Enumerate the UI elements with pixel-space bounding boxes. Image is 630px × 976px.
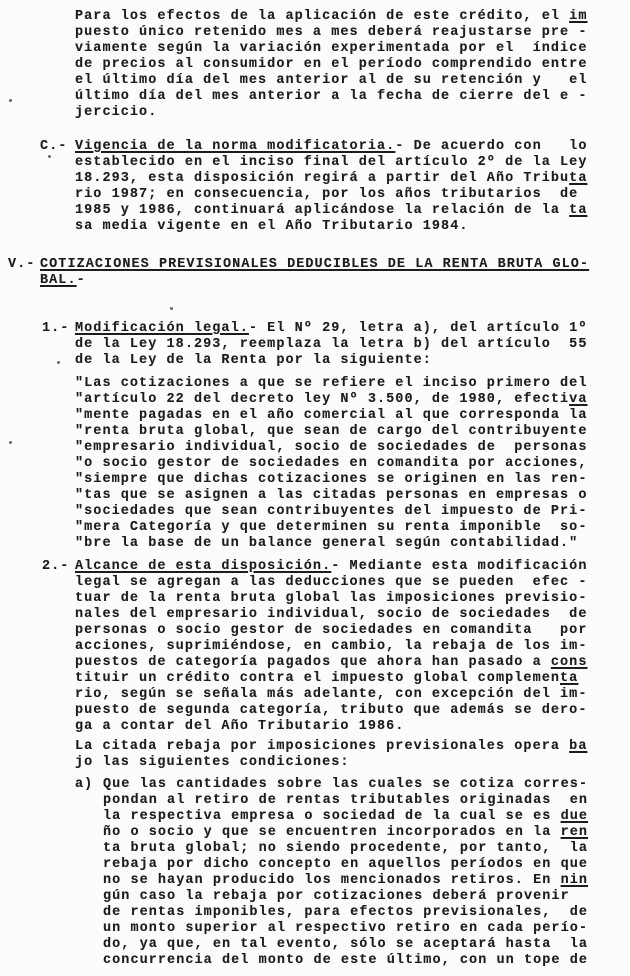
text-segment: "empresario individual, socio de sociedades de personas [75, 440, 588, 455]
scan-artifact-dot [9, 99, 12, 102]
text-segment: do, ya que, en tal evento, sólo se aceptará hasta la [103, 937, 589, 952]
text-line [75, 536, 630, 552]
text-segment: - De acuerdo con lo [395, 139, 588, 154]
text-segment: nales del empresario individual, socio de sociedades de [75, 607, 588, 622]
text-line [75, 408, 630, 424]
text-line [103, 873, 630, 889]
section-c-vigencia-label: C.- [40, 139, 68, 154]
opening-paragraph [75, 9, 630, 121]
text-line [75, 139, 630, 155]
word-continuation-underline: ta [569, 171, 588, 186]
word-continuation-underline: BAL. [40, 273, 77, 288]
text-segment: jercicio. [75, 105, 158, 120]
text-segment: "artículo 22 del decreto ley Nº 3.500, de 1980, efecti [75, 392, 570, 407]
text-segment: la respectiva empresa o sociedad de la cual se es [103, 809, 561, 824]
text-line [75, 655, 630, 671]
text-line [103, 841, 630, 857]
text-line [75, 424, 630, 440]
text-segment: no se hayan producido los mencionados retiros. En [103, 873, 561, 888]
scan-artifact-dot [170, 307, 173, 310]
text-line [75, 89, 630, 105]
text-line [103, 953, 630, 969]
text-segment: último día del mes anterior a la fecha de cierre del e - [75, 89, 588, 104]
word-continuation-underline: ta [569, 203, 588, 218]
text-segment: puesto único retenido mes a mes deberá reajustarse pre - [75, 25, 588, 40]
word-continuation-underline: Modificación legal. [75, 321, 249, 336]
text-segment: - Mediante esta modificación [331, 559, 588, 574]
text-segment: establecido en el inciso final del artículo 2º de la Ley [75, 155, 588, 170]
text-line [103, 825, 630, 841]
text-segment: "o socio gestor de sociedades en comandita por acciones, [75, 456, 588, 471]
text-segment: Para los efectos de la aplicación de este crédito, el [75, 9, 570, 24]
item-1-modificacion-legal [42, 321, 630, 369]
scan-artifact-dot [9, 441, 12, 444]
text-line [75, 623, 630, 639]
text-segment: rio 1987; en consecuencia, por los años tributarios de [75, 187, 579, 202]
text-segment: - El Nº 29, letra a), del artículo 1º [248, 321, 588, 336]
text-line [75, 591, 630, 607]
text-line [75, 155, 630, 171]
text-line [75, 392, 630, 408]
text-line [103, 857, 630, 873]
text-line [75, 703, 630, 719]
section-v-heading [8, 257, 630, 289]
word-continuation-underline: COTIZACIONES PREVISIONALES DEDUCIBLES DE LA RENTA BRUTA GLO- [40, 257, 590, 272]
text-segment: "siempre que dichas cotizaciones se originen en las ren- [75, 472, 588, 487]
text-line [75, 203, 630, 219]
text-segment: personas o socio gestor de sociedades en comandita por [75, 623, 588, 638]
text-segment: de la Ley 18.293, reemplaza la letra b) del artículo 55 [75, 337, 588, 352]
text-line [75, 687, 630, 703]
item-2-alcance [42, 559, 630, 735]
text-segment: "mera Categoría y que determinen su renta imponible so- [75, 520, 588, 535]
section-c-vigencia [40, 139, 630, 235]
text-line [75, 456, 630, 472]
section-v-heading-label: V.- [8, 257, 36, 272]
text-line [103, 777, 630, 793]
text-line [103, 889, 630, 905]
word-continuation-underline: va [569, 392, 588, 407]
word-continuation-underline: ren [560, 825, 589, 840]
word-continuation-underline: nin [560, 873, 589, 888]
text-line [75, 559, 630, 575]
text-segment: puestos de categoría pagados que ahora han pasado a [75, 655, 551, 670]
text-segment: puesto de segunda categoría, tributo que además se dero- [75, 703, 588, 718]
scan-artifact-dot [48, 155, 51, 158]
text-line [75, 607, 630, 623]
text-segment: de rentas imponibles, para efectos previsionales, de [103, 905, 589, 920]
text-segment: un monto superior al respectivo retiro en cada perío- [103, 921, 589, 936]
quoted-provision [75, 376, 630, 552]
text-line [75, 639, 630, 655]
text-segment: "mente pagadas en el año comercial al que corresponda la [75, 408, 588, 423]
text-segment: "sociedades que sean contribuyentes del impuesto de Pri- [75, 504, 588, 519]
word-continuation-underline: due [560, 809, 589, 824]
text-line [40, 273, 630, 289]
text-line [75, 187, 630, 203]
text-segment: - [76, 273, 86, 288]
text-segment: de precios al consumidor en el período comprendido entre [75, 57, 588, 72]
text-segment: "tas que se asignen a las citadas personas en empresas o [75, 488, 588, 503]
text-segment: Que las cantidades sobre las cuales se cotiza corres- [103, 777, 589, 792]
text-line [103, 793, 630, 809]
text-line [75, 219, 630, 235]
text-line [75, 353, 630, 369]
text-line [103, 921, 630, 937]
word-continuation-underline: ta [560, 671, 579, 686]
text-segment: gún caso la rebaja por cotizaciones deberá provenir [103, 889, 570, 904]
text-segment: rebaja por dicho concepto en aquellos períodos en que [103, 857, 589, 872]
text-segment: "Las cotizaciones a que se refiere el inciso primero del [75, 376, 588, 391]
text-line [103, 937, 630, 953]
text-line [75, 337, 630, 353]
condition-a-label: a) [75, 777, 94, 792]
text-line [103, 905, 630, 921]
text-segment: 1985 y 1986, continuará aplicándose la relación de la [75, 203, 570, 218]
text-line [75, 755, 630, 771]
text-segment: La citada rebaja por imposiciones previsionales opera [75, 739, 570, 754]
item-1-modificacion-legal-label: 1.- [42, 321, 70, 336]
text-segment: pondan al retiro de rentas tributables originadas en [103, 793, 589, 808]
text-segment: rio, según se señala más adelante, con excepción del im- [75, 687, 588, 702]
text-segment: ño o socio y que se encuentren incorporados en la [103, 825, 561, 840]
text-segment: "bre la base de un balance general según contabilidad." [75, 536, 579, 551]
text-line [75, 472, 630, 488]
rebaja-conditions-intro [75, 739, 630, 771]
condition-a [75, 777, 630, 969]
text-line [75, 25, 630, 41]
text-segment: sa media vigente en el Año Tributario 1984. [75, 219, 469, 234]
word-continuation-underline: cons [550, 655, 588, 670]
word-continuation-underline: Alcance de esta disposición. [75, 559, 332, 574]
text-segment: viamente según la variación experimentada por el índice [75, 41, 588, 56]
text-segment: acciones, suprimiéndose, en cambio, la rebaja de los im- [75, 639, 588, 654]
text-line [103, 809, 630, 825]
text-line [75, 671, 630, 687]
word-continuation-underline: ba [569, 739, 588, 754]
text-segment: jo las siguientes condiciones: [75, 755, 350, 770]
word-continuation-underline: Vigencia de la norma modificatoria. [75, 139, 396, 154]
text-line [75, 321, 630, 337]
text-line [75, 41, 630, 57]
item-2-alcance-label: 2.- [42, 559, 70, 574]
text-line [75, 9, 630, 25]
text-line [75, 719, 630, 735]
text-line [75, 73, 630, 89]
text-line [75, 171, 630, 187]
text-line [40, 257, 630, 273]
text-segment: legal se agregan a las deducciones que se pueden efec - [75, 575, 588, 590]
text-segment: tuar de la renta bruta global las imposiciones previsio- [75, 591, 588, 606]
text-segment: concurrencia del monto de este último, con un tope de [103, 953, 589, 968]
text-line [75, 57, 630, 73]
text-line [75, 105, 630, 121]
text-line [75, 575, 630, 591]
text-segment: ta bruta global; no siendo procedente, por tanto, la [103, 841, 589, 856]
word-continuation-underline: im [569, 9, 588, 24]
text-line [75, 488, 630, 504]
text-segment: "renta bruta global, que sean de cargo del contribuyente [75, 424, 588, 439]
text-line [75, 440, 630, 456]
text-line [75, 504, 630, 520]
text-segment: tituir un crédito contra el impuesto global complemen [75, 671, 561, 686]
text-segment: ga a contar del Año Tributario 1986. [75, 719, 405, 734]
text-segment: de la Ley de la Renta por la siguiente: [75, 353, 432, 368]
text-line [75, 376, 630, 392]
text-line [75, 520, 630, 536]
text-segment: 18.293, esta disposición regirá a partir del Año Tribu [75, 171, 570, 186]
scan-artifact-dot [57, 361, 60, 364]
text-line [75, 739, 630, 755]
text-segment: el último día del mes anterior al de su retención y el [75, 73, 588, 88]
